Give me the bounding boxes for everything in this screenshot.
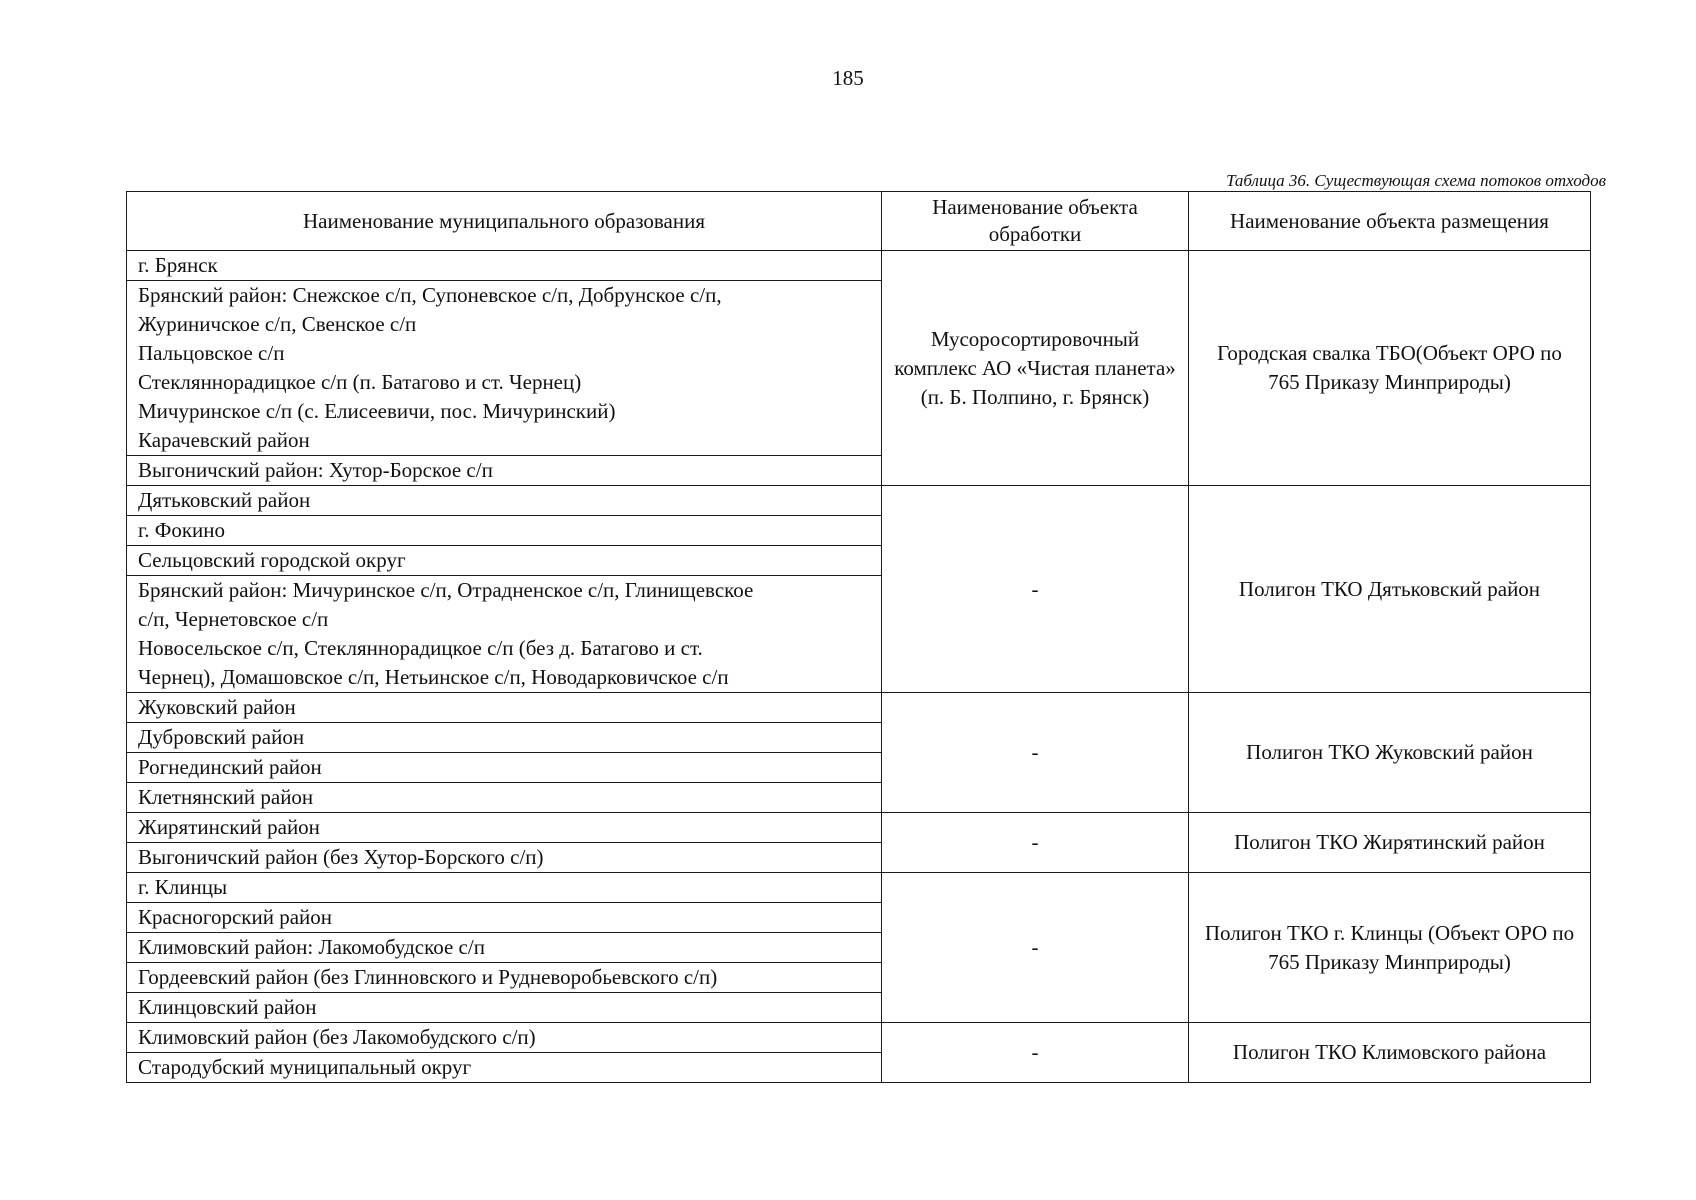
municipality-cell [127,516,882,546]
processing-facility-cell [882,486,1189,693]
placement-facility-cell [1189,251,1591,486]
municipality-cell [127,993,882,1023]
table-row [127,1023,1591,1053]
placement-facility-name: Полигон ТКО г. Клинцы (Объект ОРО по 765 Приказу Минприроды) [1204,920,1575,974]
placement-facility-cell [1189,693,1591,813]
municipality-name: г. Брянск [138,253,218,277]
processing-facility-cell [882,251,1189,486]
municipality-name: Сельцовский городской округ [138,548,406,572]
placement-facility-cell [1189,813,1591,873]
municipality-name: Климовский район (без Лакомобудского с/п) [138,1025,536,1049]
municipality-name: с/п, Чернетовское с/п [138,607,329,631]
header-processing: Наименование объекта обработки [882,192,1189,251]
header-municipality: Наименование муниципального образования [127,192,882,251]
municipality-name: Пальцовское с/п [138,341,285,365]
municipality-cell [127,281,882,456]
municipality-name: Брянский район: Мичуринское с/п, Отрадненское с/п, Глинищевское [138,578,754,602]
placement-facility-name: Полигон ТКО Жирятинский район [1234,830,1545,854]
processing-facility-cell [882,1023,1189,1083]
municipality-name: Жирятинский район [138,815,320,839]
municipality-name: Гордеевский район (без Глинновского и Рудневоробьевского с/п) [138,965,718,989]
table-caption: Таблица 36. Существующая схема потоков отходов [1226,171,1606,190]
municipality-name: Стекляннорадицкое с/п (п. Батагово и ст. Чернец) [138,370,582,394]
header-row [127,192,1591,251]
municipality-cell [127,693,882,723]
processing-facility-name: Мусоросортировочный комплекс АО «Чистая планета» (п. Б. Полпино, г. Брянск) [894,326,1176,409]
municipality-name: Выгоничский район (без Хутор-Борского с/п) [138,845,544,869]
municipality-name: Новосельское с/п, Стекляннорадицкое с/п (без д. Батагово и ст. [138,636,703,660]
placement-facility-cell [1189,1023,1591,1083]
processing-facility-name: - [1031,576,1039,601]
municipality-cell [127,1023,882,1053]
municipality-cell [127,813,882,843]
municipality-name: Красногорский район [138,905,333,929]
municipality-cell [127,783,882,813]
municipality-name: Журиничское с/п, Свенское с/п [138,312,417,336]
processing-facility-name: - [1031,740,1039,764]
table-row [127,251,1591,281]
waste-flow-table [126,191,1591,1083]
municipality-cell [127,723,882,753]
municipality-cell [127,576,882,693]
table-row [127,873,1591,903]
table-row [127,813,1591,843]
municipality-name: Мичуринское с/п (с. Елисеевичи, пос. Мичуринский) [138,399,616,423]
municipality-cell [127,753,882,783]
placement-facility-cell [1189,873,1591,1023]
municipality-name: Брянский район: Снежское с/п, Супоневское с/п, Добрунское с/п, [138,283,722,307]
placement-facility-name: Полигон ТКО Дятьковский район [1238,576,1541,601]
processing-facility-name: - [1031,830,1039,854]
header-placement: Наименование объекта размещения [1189,192,1591,251]
municipality-name: Дятьковский район [138,488,311,512]
table-row [127,486,1591,516]
placement-facility-name: Городская свалка ТБО(Объект ОРО по 765 Приказу Минприроды) [1217,341,1562,394]
municipality-name: Карачевский район [138,428,310,452]
municipality-name: Дубровский район [138,725,305,749]
municipality-name: Рогнединский район [138,755,322,779]
municipality-cell [127,1053,882,1083]
municipality-name: Климовский район: Лакомобудское с/п [138,935,485,959]
processing-facility-name: - [1031,935,1039,959]
municipality-name: г. Фокино [138,518,226,542]
processing-facility-cell [882,813,1189,873]
municipality-cell [127,456,882,486]
placement-facility-cell [1189,486,1591,693]
table-row [127,693,1591,723]
municipality-name: Клетнянский район [138,785,314,809]
page-number: 185 [832,66,864,90]
municipality-cell [127,963,882,993]
municipality-cell [127,546,882,576]
municipality-cell [127,933,882,963]
municipality-name: Чернец), Домашовское с/п, Нетьинское с/п, Новодарковичское с/п [138,665,729,689]
placement-facility-name: Полигон ТКО Климовского района [1232,1040,1547,1064]
municipality-cell [127,903,882,933]
municipality-cell [127,843,882,873]
municipality-cell [127,873,882,903]
processing-facility-cell [882,693,1189,813]
municipality-name: г. Клинцы [138,875,228,899]
processing-facility-name: - [1031,1040,1039,1064]
municipality-cell [127,251,882,281]
placement-facility-name: Полигон ТКО Жуковский район [1246,740,1533,764]
municipality-name: Клинцовский район [138,995,317,1019]
municipality-name: Стародубский муниципальный округ [138,1055,472,1079]
table-body [127,251,1591,1083]
processing-facility-cell [882,873,1189,1023]
municipality-name: Выгоничский район: Хутор-Борское с/п [138,458,493,482]
municipality-name: Жуковский район [138,695,296,719]
municipality-cell [127,486,882,516]
